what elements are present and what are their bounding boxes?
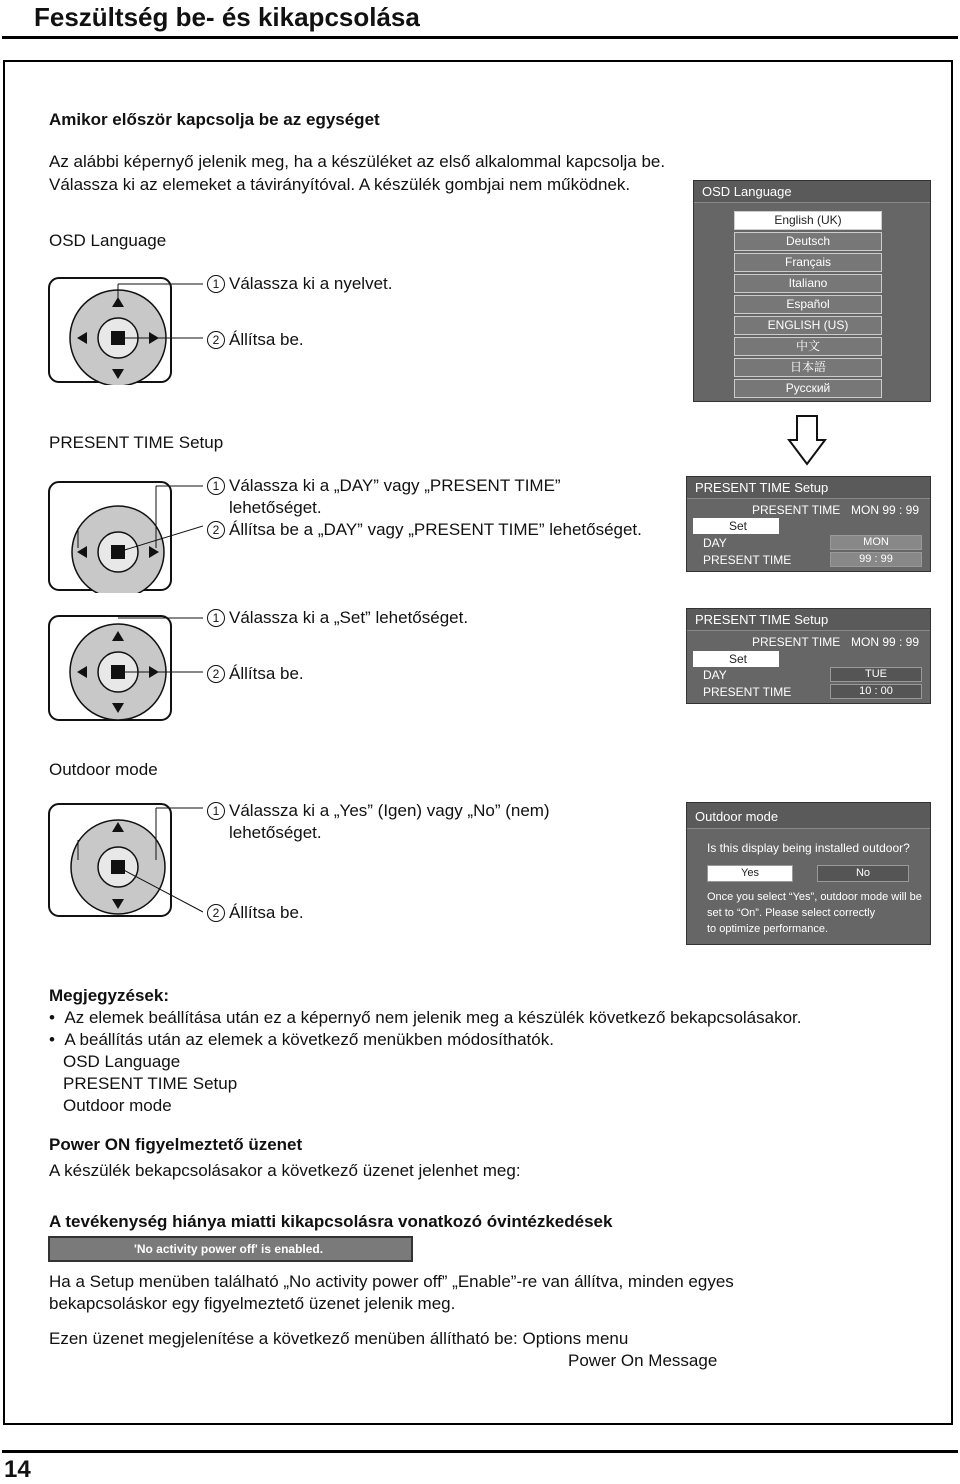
page-number: 14 <box>4 1456 31 1483</box>
osd-language-menu-title: OSD Language <box>694 181 930 203</box>
present-time-label: PRESENT TIME <box>752 503 841 517</box>
outdoor-step-1: 1 Válassza ki a „Yes” (Igen) vagy „No” (nem) <box>207 800 550 822</box>
present-step-2: 2 Állítsa be a „DAY” vagy „PRESENT TIME” lehetőséget. <box>207 519 642 541</box>
lang-option[interactable]: Français <box>734 253 882 272</box>
intro-text-1: Az alábbi képernyő jelenik meg, ha a készüléket az első alkalommal kapcsolja be. <box>49 152 666 171</box>
lang-option[interactable]: English (UK) <box>734 211 882 230</box>
lang-option[interactable]: Русский <box>734 379 882 398</box>
notes-bullet-2: • A beállítás után az elemek a következő menükben módosíthatók. <box>49 1030 554 1049</box>
power-on-heading: Power ON figyelmeztető üzenet <box>49 1135 303 1154</box>
no-activity-text-2: bekapcsoláskor egy figyelmeztető üzenet jelenik meg. <box>49 1294 456 1313</box>
outdoor-heading: Outdoor mode <box>49 760 158 779</box>
outdoor-step-2: 2 Állítsa be. <box>207 902 304 924</box>
present-time-value: MON 99 : 99 <box>851 635 920 649</box>
divider <box>2 1450 958 1453</box>
no-activity-text-4: Power On Message <box>568 1351 718 1370</box>
present-time-menu-1 <box>686 476 931 572</box>
lang-option[interactable]: Italiano <box>734 274 882 293</box>
set-button[interactable]: Set <box>693 518 779 534</box>
present-step-1: 1 Válassza ki a „DAY” vagy „PRESENT TIME” <box>207 475 561 497</box>
time-selector[interactable]: 99 : 99 <box>830 552 922 567</box>
divider <box>2 36 958 39</box>
outdoor-menu-title: Outdoor mode <box>687 803 930 829</box>
remote-dpad-icon <box>48 608 203 723</box>
notes-bullet-1: • Az elemek beállítása után ez a képernyő nem jelenik meg a készülék következő bekapcsolásakor. <box>49 1008 802 1027</box>
present-step-4: 2 Állítsa be. <box>207 663 304 685</box>
power-on-text: A készülék bekapcsolásakor a következő üzenet jelenhet meg: <box>49 1161 521 1180</box>
notes-menu-item: PRESENT TIME Setup <box>63 1074 238 1093</box>
osd-step-2: 2 Állítsa be. <box>207 329 304 351</box>
notes-menu-item: OSD Language <box>63 1052 181 1071</box>
time-selector[interactable]: 10 : 00 <box>830 684 922 699</box>
present-time-menu-title: PRESENT TIME Setup <box>687 477 930 499</box>
no-activity-heading: A tevékenység hiánya miatti kikapcsolásra vonatkozó óvintézkedések <box>49 1212 613 1231</box>
day-label: DAY <box>703 536 727 550</box>
lang-option[interactable]: ENGLISH (US) <box>734 316 882 335</box>
lang-option[interactable]: Deutsch <box>734 232 882 251</box>
down-arrow-icon <box>787 414 827 466</box>
notes-heading: Megjegyzések: <box>49 986 169 1005</box>
outdoor-step-1-cont: lehetőséget. <box>229 823 322 842</box>
osd-language-menu <box>693 180 931 402</box>
present-step-3: 1 Válassza ki a „Set” lehetőséget. <box>207 607 468 629</box>
day-selector[interactable]: MON <box>830 535 922 550</box>
no-activity-message: 'No activity power off' is enabled. <box>48 1236 413 1262</box>
remote-dpad-icon <box>48 800 203 918</box>
intro-text-2: Válassza ki az elemeket a távirányítóval. A készülék gombjai nem működnek. <box>49 175 631 194</box>
time-label: PRESENT TIME <box>703 553 792 567</box>
page-title: Feszültség be- és kikapcsolása <box>34 2 420 32</box>
day-selector[interactable]: TUE <box>830 667 922 682</box>
outdoor-note-2: set to “On”. Please select correctly <box>707 907 876 919</box>
lang-option[interactable]: 中文 <box>734 337 882 356</box>
present-time-label: PRESENT TIME <box>752 635 841 649</box>
present-time-value: MON 99 : 99 <box>851 503 920 517</box>
time-label: PRESENT TIME <box>703 685 792 699</box>
present-time-menu-title: PRESENT TIME Setup <box>687 609 930 631</box>
outdoor-note-3: to optimize performance. <box>707 923 829 935</box>
no-activity-text-1: Ha a Setup menüben található „No activity power off” „Enable”-re van állítva, minden egyes <box>49 1272 734 1291</box>
day-label: DAY <box>703 668 727 682</box>
lang-option[interactable]: 日本語 <box>734 358 882 377</box>
osd-language-heading: OSD Language <box>49 231 167 250</box>
lang-option[interactable]: Español <box>734 295 882 314</box>
outdoor-note-1: Once you select “Yes”, outdoor mode will be <box>707 891 922 903</box>
notes-menu-item: Outdoor mode <box>63 1096 172 1115</box>
no-activity-text-3: Ezen üzenet megjelenítése a következő menüben állítható be: Options menu <box>49 1329 629 1348</box>
present-step-1-cont: lehetőséget. <box>229 498 322 517</box>
section-heading-first-start: Amikor először kapcsolja be az egységet <box>49 110 380 129</box>
present-time-heading: PRESENT TIME Setup <box>49 433 224 452</box>
remote-dpad-icon <box>48 270 203 385</box>
osd-step-1: 1 Válassza ki a nyelvet. <box>207 273 392 295</box>
remote-dpad-icon <box>48 478 203 593</box>
set-button[interactable]: Set <box>693 651 779 667</box>
yes-button[interactable]: Yes <box>707 865 793 882</box>
outdoor-question: Is this display being installed outdoor? <box>707 841 910 855</box>
no-button[interactable]: No <box>817 865 909 882</box>
outdoor-menu <box>686 802 931 945</box>
present-time-menu-2 <box>686 608 931 704</box>
